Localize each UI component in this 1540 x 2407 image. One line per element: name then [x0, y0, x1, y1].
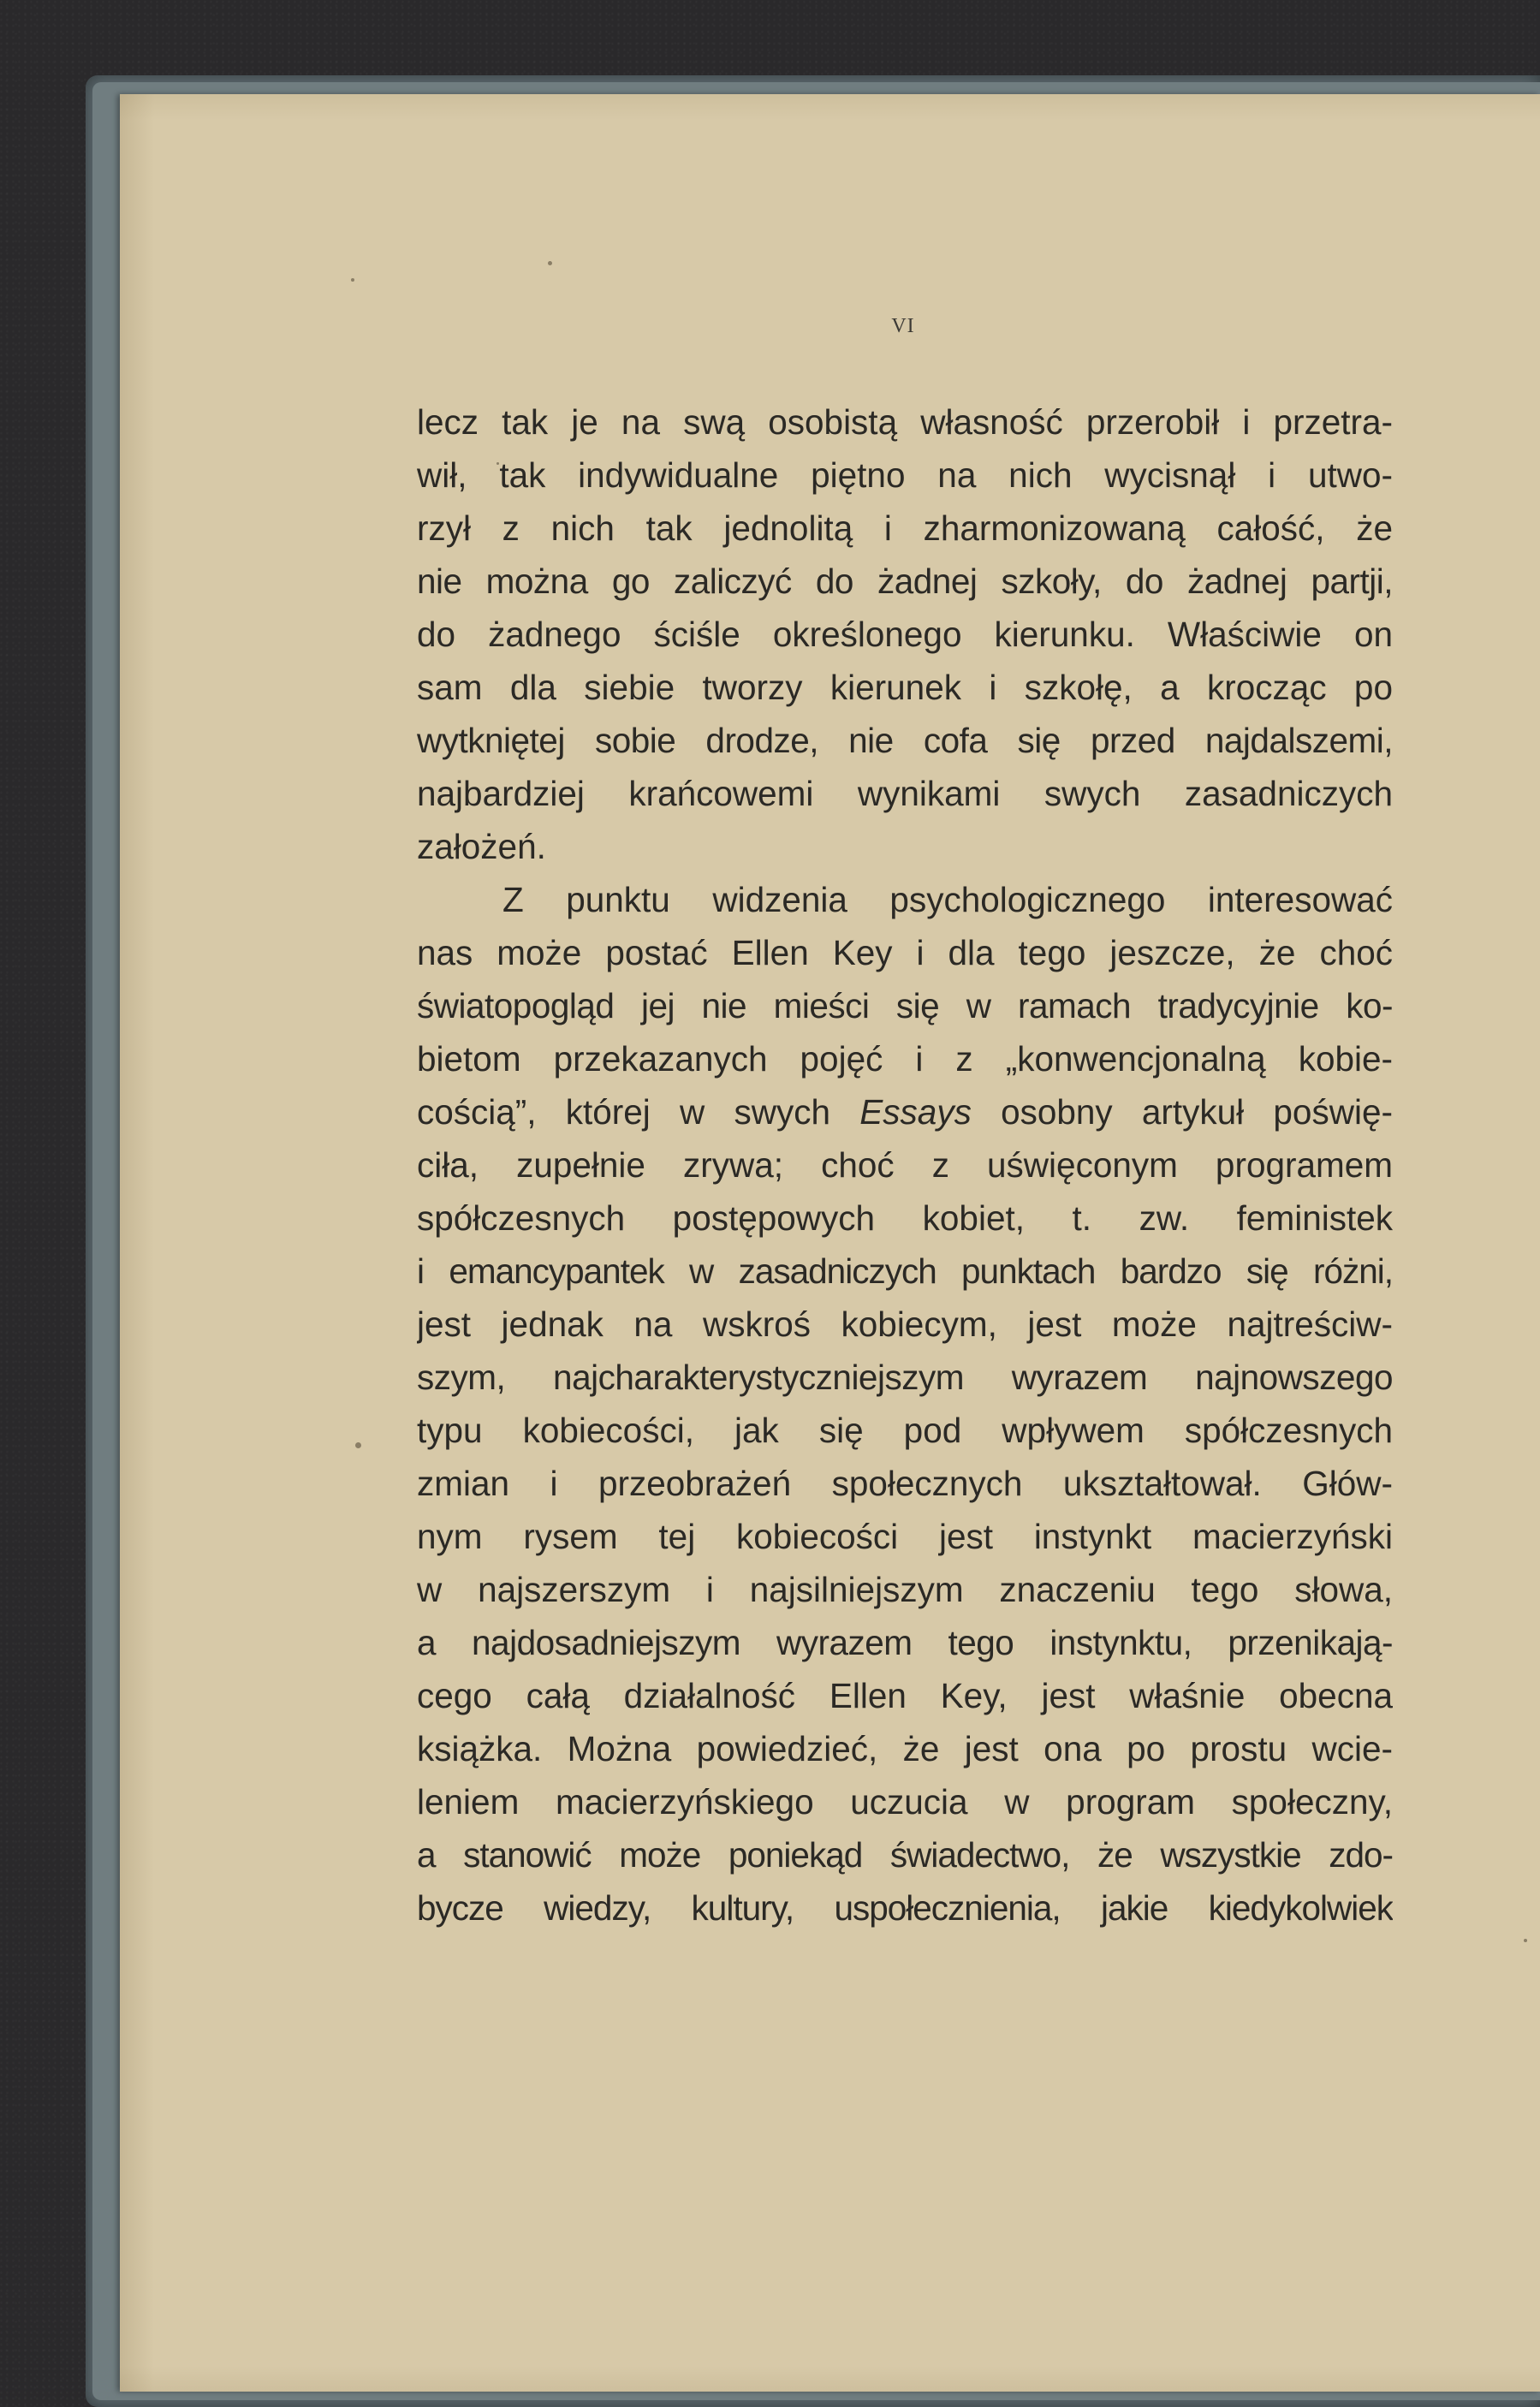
text-line: lecz tak je na swą osobistą własność przerobił i przetra-: [417, 402, 1393, 442]
paper-speck: [1524, 1939, 1527, 1942]
body-text: [417, 395, 1393, 1935]
text-line: wytkniętej sobie drodze, nie cofa się przed najdalszemi,: [417, 721, 1393, 760]
text-line: a najdosadniejszym wyrazem tego instynktu, przenikają-: [417, 1623, 1393, 1662]
text-line: ciła, zupełnie zrywa; choć z uświęconym programem: [417, 1145, 1393, 1185]
text-line: [417, 1085, 1393, 1138]
text-line: sam dla siebie tworzy kierunek i szkołę, a krocząc po: [417, 668, 1393, 707]
text-line: szym, najcharakterystyczniejszym wyrazem najnowszego: [417, 1358, 1393, 1397]
paper-speck: [355, 1442, 361, 1448]
paper-speck: [351, 278, 354, 282]
text-line: bycze wiedzy, kultury, uspołecznienia, jakie kiedykolwiek: [417, 1888, 1393, 1928]
text-line: nym rysem tej kobiecości jest instynkt macierzyński: [417, 1517, 1393, 1556]
essays-title: Essays: [859, 1092, 972, 1132]
text-line: jest jednak na wskroś kobiecym, jest może najtreściw-: [417, 1305, 1393, 1344]
text-line: spółczesnych postępowych kobiet, t. zw. feministek: [417, 1198, 1393, 1238]
text-line: cego całą działalność Ellen Key, jest właśnie obecna: [417, 1676, 1393, 1715]
text-line: bietom przekazanych pojęć i z „konwencjonalną kobie-: [417, 1039, 1393, 1079]
page-number: VI: [891, 315, 915, 337]
text-line: rzył z nich tak jednolitą i zharmonizowaną całość, że: [417, 508, 1393, 548]
text-line: i emancypantek w zasadniczych punktach bardzo się różni,: [417, 1251, 1393, 1291]
text-line: do żadnego ściśle określonego kierunku. Właściwie on: [417, 615, 1393, 654]
text-line: światopogląd jej nie mieści się w ramach tradycyjnie ko-: [417, 986, 1393, 1025]
text-line: nas może postać Ellen Key i dla tego jeszcze, że choć: [417, 933, 1393, 972]
text-line: nie można go zaliczyć do żadnej szkoły, do żadnej partji,: [417, 562, 1393, 601]
text-line: wił, tak indywidualne piętno na nich wycisnął i utwo-: [417, 455, 1393, 495]
text-line: Z punktu widzenia psychologicznego interesować: [502, 880, 1393, 919]
paper-speck: [548, 261, 552, 265]
text-segment: cością”, której w swych: [417, 1092, 831, 1132]
text-line: założeń.: [417, 827, 546, 866]
text-line: w najszerszym i najsilniejszym znaczeniu tego słowa,: [417, 1570, 1393, 1609]
text-line: książka. Można powiedzieć, że jest ona po prostu wcie-: [417, 1729, 1393, 1768]
text-line: a stanowić może poniekąd świadectwo, że wszystkie zdo-: [417, 1835, 1393, 1875]
text-segment: osobny artykuł poświę-: [1001, 1092, 1393, 1132]
text-line: leniem macierzyńskiego uczucia w program społeczny,: [417, 1782, 1393, 1822]
text-line: najbardziej krańcowemi wynikami swych zasadniczych: [417, 774, 1393, 813]
text-line: zmian i przeobrażeń społecznych ukształtował. Głów-: [417, 1464, 1393, 1503]
text-line: typu kobiecości, jak się pod wpływem spółczesnych: [417, 1411, 1393, 1450]
